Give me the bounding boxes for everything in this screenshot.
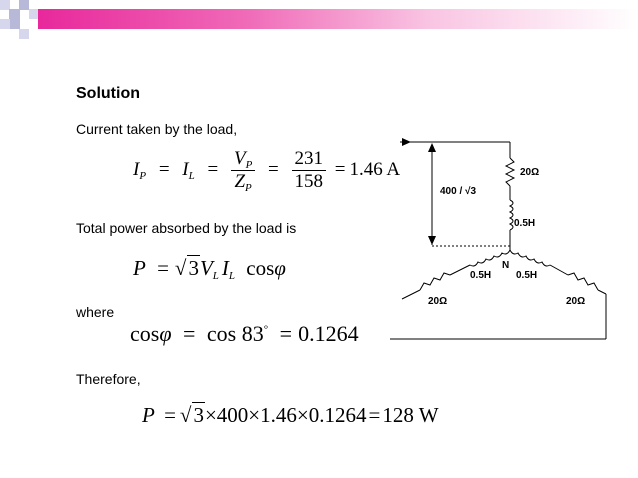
phase-wire — [598, 290, 606, 294]
eq1-equals: = — [268, 158, 279, 180]
inductor-right-icon — [510, 250, 550, 266]
text-current-taken: Current taken by the load, — [76, 121, 238, 137]
eq1-i: I — [133, 158, 140, 180]
top-decoration — [0, 0, 638, 40]
eq4-result: 128 W — [382, 403, 439, 427]
decor-square — [0, 19, 10, 29]
eq4-sqrt: √3 — [179, 403, 204, 427]
label-resistor-left: 20Ω — [428, 296, 448, 307]
text-total-power: Total power absorbed by the load is — [76, 220, 297, 236]
eq2-sqrt: √3 — [174, 256, 199, 280]
eq4-pf: 0.1264 — [308, 403, 367, 427]
inductor-top-icon — [510, 200, 513, 230]
eq1-sub-l: L — [188, 169, 195, 182]
eq2-sub-l1: L — [212, 270, 219, 282]
eq1-equals: = — [334, 158, 346, 180]
eq4-times: × — [296, 403, 309, 427]
eq1-sub-vp: P — [245, 159, 253, 171]
eq1-denominator: 158 — [292, 170, 327, 193]
eq1-z: Z — [234, 171, 246, 192]
phase-wire — [550, 265, 568, 275]
eq4-times: × — [204, 403, 217, 427]
eq4-voltage: 400 — [216, 403, 249, 427]
star-load-circuit-diagram — [390, 132, 610, 347]
phase-wire — [450, 265, 470, 275]
eq3-angle: 83 — [241, 321, 264, 346]
decor-square — [19, 29, 29, 39]
accent-gradient-bar — [38, 9, 638, 29]
voltage-arrow-down-icon — [428, 236, 436, 245]
eq3-cos: cos — [130, 321, 160, 346]
equation-current — [133, 148, 400, 193]
label-inductor-left: 0.5H — [470, 270, 492, 281]
eq2-phi: φ — [274, 256, 286, 280]
eq3-cos2: cos — [206, 321, 237, 346]
decor-square — [19, 0, 29, 10]
resistor-right-icon — [568, 273, 598, 290]
eq1-sub-zp: P — [245, 182, 252, 194]
decor-square — [9, 9, 20, 29]
eq4-equals: = — [368, 403, 381, 427]
eq1-i-line: I — [182, 158, 189, 180]
eq1-sub-p: P — [139, 169, 147, 182]
eq1-equals: = — [207, 158, 219, 180]
equation-power-result — [142, 402, 439, 428]
eq4-times: × — [248, 403, 261, 427]
text-therefore: Therefore, — [76, 371, 141, 387]
eq3-equals: = — [183, 321, 196, 346]
label-inductor-top: 0.5H — [514, 218, 536, 229]
eq3-equals: = — [279, 321, 293, 346]
label-neutral: N — [502, 260, 510, 271]
eq3-result: 0.1264 — [298, 321, 359, 346]
label-resistor-top: 20Ω — [520, 167, 540, 178]
eq2-equals: = — [157, 256, 169, 280]
eq1-fraction-vz — [231, 148, 255, 193]
voltage-arrow-up-icon — [428, 143, 436, 152]
eq4-p: P — [142, 403, 155, 427]
eq1-fraction-numbers — [292, 148, 327, 193]
resistor-left-icon — [420, 273, 450, 290]
eq2-cos: cos — [246, 256, 275, 280]
eq2-p: P — [133, 256, 146, 280]
eq4-current: 1.46 — [260, 403, 297, 427]
eq4-root-value: 3 — [193, 403, 204, 427]
label-resistor-right: 20Ω — [566, 296, 586, 307]
eq3-degree: ° — [263, 323, 269, 336]
supply-arrow-icon — [402, 138, 411, 146]
eq3-phi: φ — [159, 321, 172, 346]
phase-wire — [402, 290, 420, 299]
label-inductor-right: 0.5H — [516, 270, 538, 281]
slide-heading: Solution — [76, 85, 140, 102]
eq1-equals: = — [158, 158, 170, 180]
eq2-sub-l2: L — [228, 270, 236, 282]
eq2-i: I — [221, 256, 229, 280]
equation-power-factor — [130, 321, 359, 347]
eq2-root-value: 3 — [188, 256, 199, 280]
label-voltage: 400 / √3 — [440, 186, 477, 197]
eq4-equals: = — [164, 403, 176, 427]
eq1-numerator: 231 — [294, 148, 324, 169]
eq2-v: V — [199, 256, 213, 280]
eq1-result: 1.46 A — [349, 158, 401, 180]
resistor-top-icon — [506, 158, 514, 186]
text-where: where — [76, 304, 115, 320]
eq1-v: V — [233, 148, 246, 169]
equation-power-formula — [133, 255, 286, 281]
